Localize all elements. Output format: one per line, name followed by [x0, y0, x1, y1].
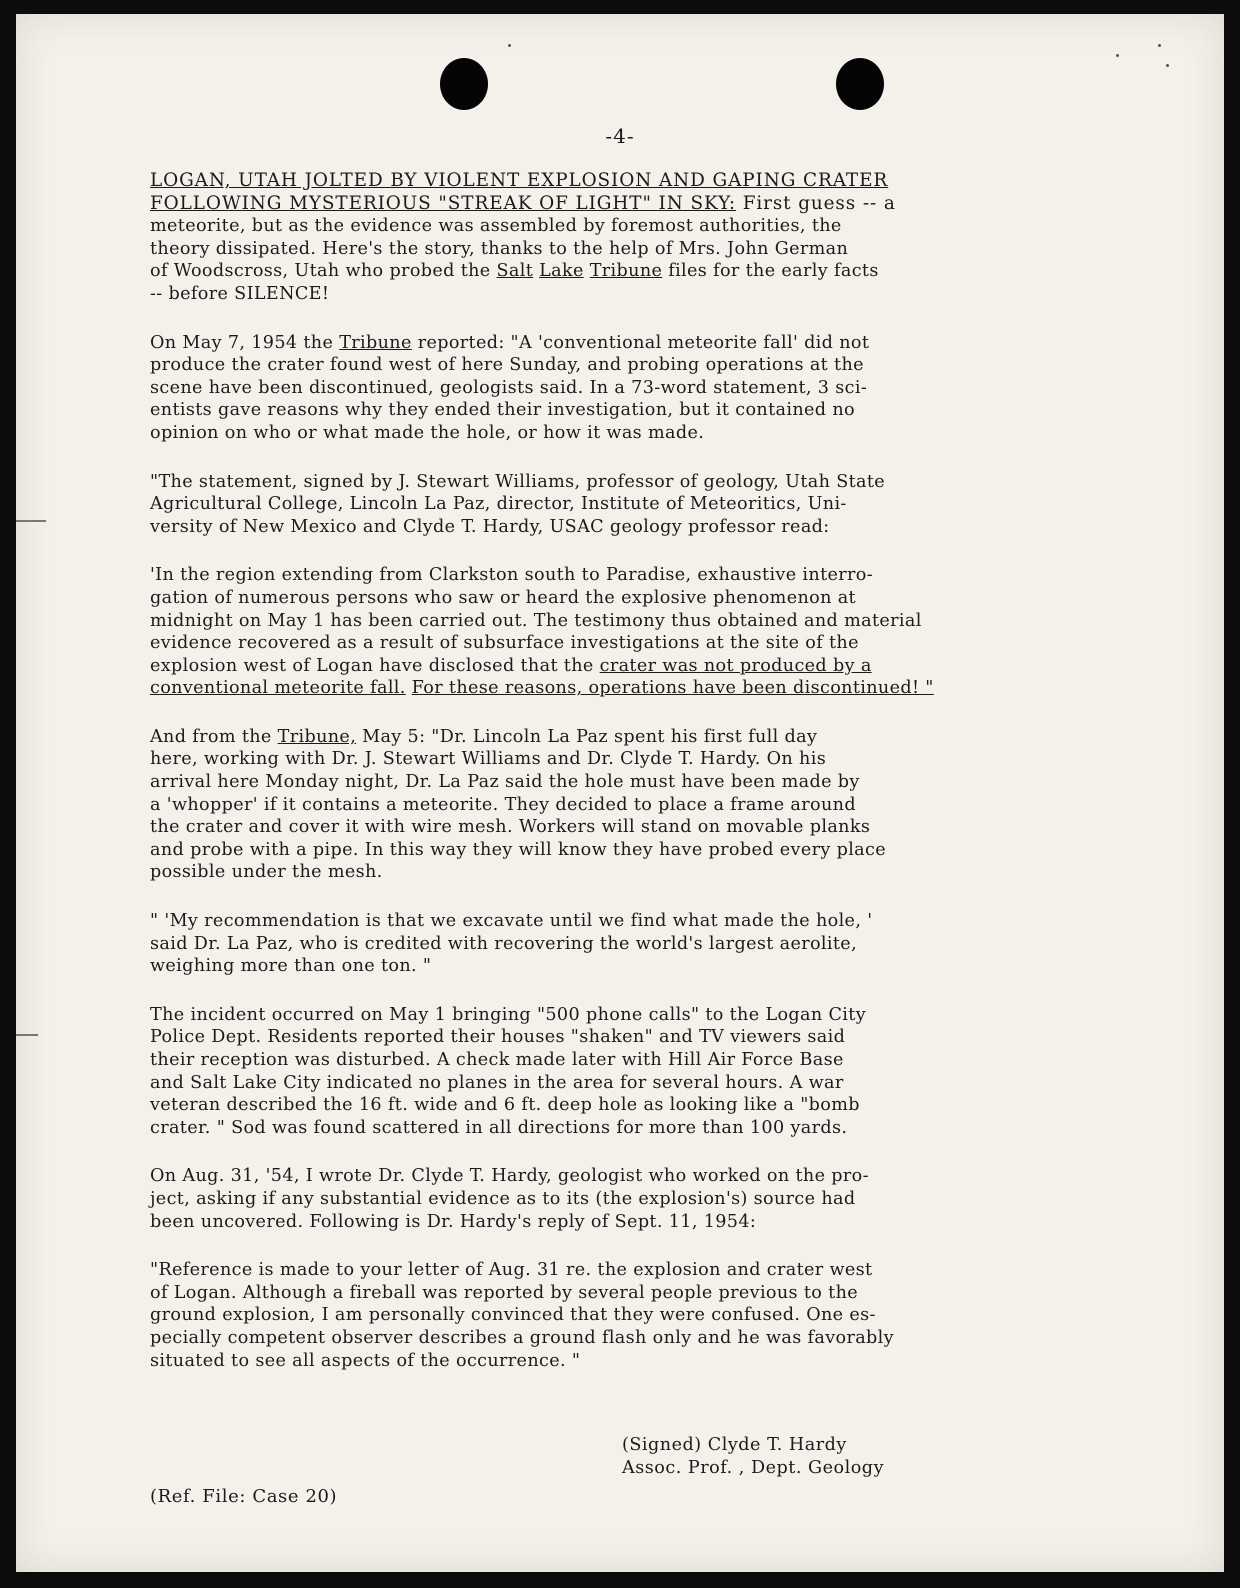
intro-lake: Lake — [539, 261, 584, 282]
intro-tribune: Tribune — [589, 261, 663, 282]
para1-tribune: Tribune — [339, 332, 412, 353]
para1-text-b: reported: "A 'conventional meteorite fall' did not produce the crater found west of here Sunday, and probing operations at the scene have been discontinued, geologists said. In a 73-word statement, 3 sci- entists gave reasons why they ended their investigation, but it contained no opinion on who or what made the hole, or how it was made. — [150, 332, 870, 443]
paragraph-3 — [150, 564, 1110, 700]
headline-line-1-text: LOGAN, UTAH JOLTED BY VIOLENT EXPLOSION AND GAPING CRATER — [150, 170, 889, 191]
headline — [150, 170, 1110, 215]
paragraph-2: "The statement, signed by J. Stewart Williams, professor of geology, Utah State Agricultural College, Lincoln La Paz, director, Institute of Meteoritics, Uni- versity of New Mexico and Clyde T. Hardy, USAC geology professor read: — [150, 471, 886, 537]
intro-paragraph — [150, 215, 1110, 305]
speck — [508, 44, 511, 47]
para3-underline-1: crater was not produced by a conventional meteorite fall. — [150, 655, 872, 699]
headline-line-2-rest: First guess -- a — [735, 192, 896, 214]
headline-line-2 — [150, 193, 1110, 216]
headline-line-2-underlined: FOLLOWING MYSTERIOUS "STREAK OF LIGHT" IN SKY: — [150, 192, 736, 214]
paragraph-5: " 'My recommendation is that we excavate until we find what made the hole, ' said Dr. La Paz, who is credited with recovering the world's largest aerolite, weighing more than one ton. " — [150, 911, 873, 977]
speck — [1116, 54, 1119, 57]
intro-text-a: meteorite, but as the evidence was assembled by foremost authorities, the theory dissipated. Here's the story, thanks to the help of Mrs. John German of Woodscross, Utah who probed the — [150, 216, 849, 282]
edge-mark — [16, 1034, 38, 1036]
document-body — [150, 170, 1110, 1398]
signature-block: (Signed) Clyde T. Hardy Assoc. Prof. , Dept. Geology — [622, 1435, 885, 1478]
paragraph-4 — [150, 726, 1110, 884]
headline-line-1 — [150, 170, 1110, 193]
speck — [1158, 44, 1161, 47]
intro-salt: Salt — [496, 261, 534, 282]
punch-hole-right — [836, 58, 884, 110]
reference-note: (Ref. File: Case 20) — [150, 1486, 338, 1507]
para4-text-b: May 5: "Dr. Lincoln La Paz spent his first full day here, working with Dr. J. Stewart Williams and Dr. Clyde T. Hardy. On his arrival here Monday night, Dr. La Paz said the hole must have been made by a 'whopper' if it contains a meteorite. They decided to place a frame around the crater and cover it with wire mesh. Workers will stand on movable planks and probe with a pipe. In this way they will know they have probed every place possible under the mesh. — [150, 726, 886, 883]
page-number: -4- — [605, 124, 635, 148]
edge-mark — [16, 520, 46, 522]
para3-underline-2: For these reasons, operations have been discontinued! " — [411, 678, 934, 699]
punch-hole-left — [440, 58, 488, 110]
para4-text-a: And from the — [150, 726, 278, 747]
paragraph-8: "Reference is made to your letter of Aug. 31 re. the explosion and crater west of Logan. Although a fireball was reported by several people previous to the ground explosion, I am personally convinced that they were confused. One es- pecially competent observer describes a ground flash only and he was favorably situated to see all aspects of the occurrence. " — [150, 1260, 894, 1371]
paragraph-7: On Aug. 31, '54, I wrote Dr. Clyde T. Hardy, geologist who worked on the pro- ject, asking if any substantial evidence as to its (the explosion's) source had been uncovered. Following is Dr. Hardy's reply of Sept. 11, 1954: — [150, 1166, 869, 1232]
speck — [1166, 64, 1169, 67]
intro-text-b: files for the early facts -- before SILENCE! — [150, 261, 879, 304]
para3-text-a: 'In the region extending from Clarkston south to Paradise, exhaustive interro- gation of numerous persons who saw or heard the explosive phenomenon at midnight on May 1 has been carried out. The testimony thus obtained and material evidence recovered as a result of subsurface investigations at the site of the explosion west of Logan have disclosed that the — [150, 565, 922, 676]
para1-text-a: On May 7, 1954 the — [150, 332, 340, 353]
paragraph-6: The incident occurred on May 1 bringing "500 phone calls" to the Logan City Police Dept. Residents reported their houses "shaken" and TV viewers said their reception was disturbed. A check made later with Hill Air Force Base and Salt Lake City indicated no planes in the area for several hours. A war veteran described the 16 ft. wide and 6 ft. deep hole as looking like a "bomb crater. " Sod was found scattered in all directions for more than 100 yards. — [150, 1004, 866, 1138]
para4-tribune: Tribune, — [277, 726, 357, 747]
paragraph-1 — [150, 332, 1110, 445]
